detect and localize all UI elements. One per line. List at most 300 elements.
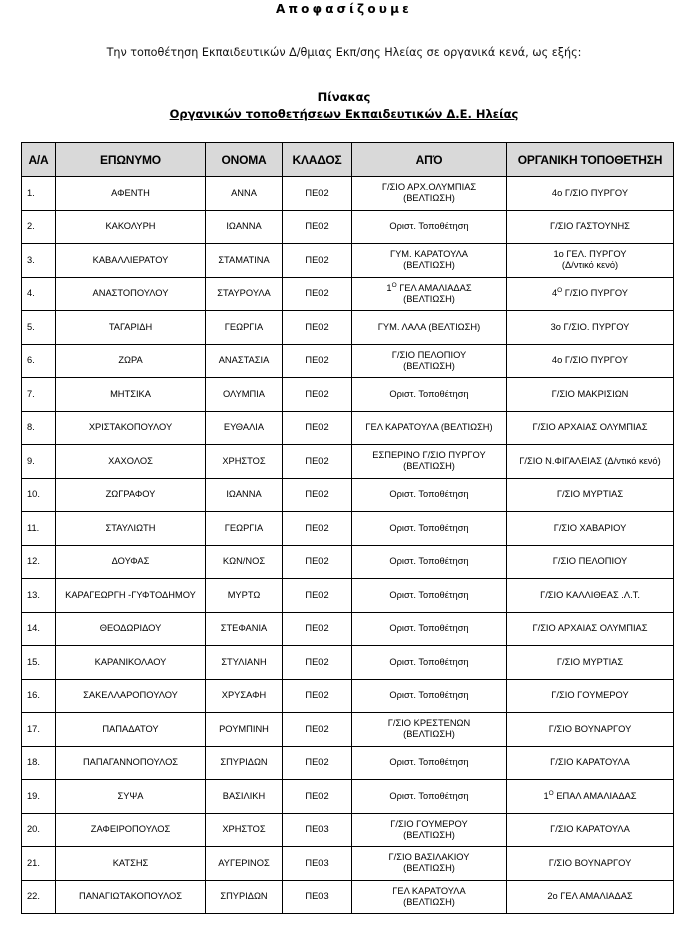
cell-branch — [283, 880, 352, 914]
surname-text: ΣΑΚΕΛΛΑΡΟΠΟΥΛΟΥ — [83, 690, 178, 701]
table-row — [22, 780, 674, 814]
from-line: (ΒΕΛΤΙΩΣΗ) — [403, 193, 455, 204]
cell-surname — [56, 478, 206, 512]
cell-name — [206, 210, 283, 244]
placement-line: Γ/ΣΙΟ ΜΥΡΤΙΑΣ — [556, 656, 624, 667]
from-line: Οριστ. Τοποθέτηση — [389, 388, 469, 399]
cell-branch — [283, 847, 352, 881]
name-text: ΣΤΑΜΑΤΙΝΑ — [218, 254, 270, 265]
cell-from — [352, 411, 507, 445]
cell-placement — [507, 411, 674, 445]
cell-aa — [22, 646, 56, 680]
table-row — [22, 344, 674, 378]
cell-surname — [56, 612, 206, 646]
name-text: ΕΥΘΑΛΙΑ — [223, 422, 265, 433]
cell-placement — [507, 177, 674, 211]
cell-placement — [507, 277, 674, 311]
surname-text: ΚΑΤΣΗΣ — [112, 857, 149, 868]
placement-line: (Δ/ντικό κενό) — [561, 260, 619, 271]
cell-surname — [56, 177, 206, 211]
cell-name — [206, 512, 283, 546]
from-line: Οριστ. Τοποθέτηση — [389, 690, 469, 701]
placement-line: Γ/ΣΙΟ ΚΑΛΛΙΘΕΑΣ .Λ.Τ. — [540, 589, 640, 600]
cell-name — [206, 244, 283, 278]
cell-from — [352, 612, 507, 646]
cell-branch — [283, 612, 352, 646]
ordinal-superscript: Ο — [548, 789, 554, 797]
cell-aa — [22, 746, 56, 780]
cell-name — [206, 813, 283, 847]
cell-aa — [22, 612, 56, 646]
table-row — [22, 411, 674, 445]
cell-aa — [22, 880, 56, 914]
cell-surname — [56, 679, 206, 713]
placement-num: 4 — [551, 288, 558, 299]
cell-from — [352, 311, 507, 345]
cell-placement — [507, 780, 674, 814]
placement-line: Γ/ΣΙΟ ΜΑΚΡΙΣΙΩΝ — [551, 388, 629, 399]
cell-branch — [283, 746, 352, 780]
cell-from — [352, 780, 507, 814]
from-line: (ΒΕΛΤΙΩΣΗ) — [403, 260, 455, 271]
cell-from — [352, 847, 507, 881]
table-row — [22, 880, 674, 914]
cell-from — [352, 545, 507, 579]
cell-aa — [22, 713, 56, 747]
cell-aa — [22, 210, 56, 244]
ordinal-superscript: Ο — [557, 287, 563, 295]
cell-surname — [56, 713, 206, 747]
cell-surname — [56, 545, 206, 579]
from-line: (ΒΕΛΤΙΩΣΗ) — [403, 461, 455, 472]
cell-branch — [283, 780, 352, 814]
from-line: (ΒΕΛΤΙΩΣΗ) — [403, 360, 455, 371]
branch-text: ΠΕ02 — [305, 723, 329, 734]
surname-text: ΑΝΑΣΤΟΠΟΥΛΟΥ — [92, 288, 169, 299]
placement-line: Γ/ΣΙΟ ΓΟΥΜΕΡΟΥ — [551, 690, 629, 701]
from-line: ΓΕΛ ΚΑΡΑΤΟΥΛΑ (ΒΕΛΤΙΩΣΗ) — [365, 422, 493, 433]
cell-aa — [22, 244, 56, 278]
from-line: Οριστ. Τοποθέτηση — [389, 623, 469, 634]
cell-branch — [283, 646, 352, 680]
placement-rest: Γ/ΣΙΟ ΠΥΡΓΟΥ — [562, 288, 629, 299]
cell-aa — [22, 847, 56, 881]
table-subtitle-text: Οργανικών τοποθετήσεων Εκπαιδευτικών Δ.Ε. Ηλείας — [169, 107, 519, 121]
cell-from — [352, 679, 507, 713]
table-row — [22, 177, 674, 211]
cell-placement — [507, 579, 674, 613]
table-row — [22, 478, 674, 512]
table-row — [22, 545, 674, 579]
branch-text: ΠΕ02 — [305, 254, 329, 265]
placement-line: 1ο ΓΕΛ. ΠΥΡΓΟΥ — [553, 249, 627, 260]
cell-placement — [507, 311, 674, 345]
cell-surname — [56, 411, 206, 445]
name-text: ΣΤΥΛΙΑΝΗ — [221, 656, 267, 667]
placement-line: Γ/ΣΙΟ ΑΡΧΑΙΑΣ ΟΛΥΜΠΙΑΣ — [532, 422, 648, 433]
surname-text: ΣΥΨΑ — [117, 790, 144, 801]
table-row — [22, 311, 674, 345]
cell-name — [206, 177, 283, 211]
branch-text: ΠΕ02 — [305, 288, 329, 299]
name-text: ΣΤΑΥΡΟΥΛΑ — [217, 288, 271, 299]
cell-surname — [56, 880, 206, 914]
aa-text: 10. — [27, 489, 40, 500]
from-line: Οριστ. Τοποθέτηση — [389, 522, 469, 533]
from-line: (ΒΕΛΤΙΩΣΗ) — [403, 729, 455, 740]
cell-branch — [283, 311, 352, 345]
cell-aa — [22, 177, 56, 211]
cell-name — [206, 780, 283, 814]
placement-num: 1 — [543, 790, 549, 801]
cell-branch — [283, 478, 352, 512]
cell-branch — [283, 679, 352, 713]
placement-line: Γ/ΣΙΟ ΒΟΥΝΑΡΓΟΥ — [548, 723, 632, 734]
cell-surname — [56, 780, 206, 814]
cell-placement — [507, 679, 674, 713]
name-text: ΓΕΩΡΓΙΑ — [224, 321, 264, 332]
aa-text: 13. — [27, 589, 40, 600]
branch-text: ΠΕ02 — [305, 623, 329, 634]
branch-text: ΠΕ02 — [305, 656, 329, 667]
cell-from — [352, 445, 507, 479]
cell-placement — [507, 344, 674, 378]
cell-surname — [56, 512, 206, 546]
cell-from — [352, 478, 507, 512]
placement-line: 3ο Γ/ΣΙΟ. ΠΥΡΓΟΥ — [550, 321, 630, 332]
aa-text: 15. — [27, 656, 40, 667]
placement-line: Γ/ΣΙΟ ΑΡΧΑΙΑΣ ΟΛΥΜΠΙΑΣ — [532, 623, 648, 634]
cell-aa — [22, 780, 56, 814]
placement-line: 2ο ΓΕΛ ΑΜΑΛΙΑΔΑΣ — [547, 891, 633, 902]
cell-placement — [507, 713, 674, 747]
branch-text: ΠΕ02 — [305, 522, 329, 533]
aa-text: 14. — [27, 623, 40, 634]
cell-name — [206, 344, 283, 378]
table-row — [22, 579, 674, 613]
from-line: ΓΥΜ. ΛΑΛΑ (ΒΕΛΤΙΩΣΗ) — [377, 321, 481, 332]
cell-surname — [56, 277, 206, 311]
cell-aa — [22, 679, 56, 713]
name-text: ΧΡΗΣΤΟΣ — [222, 455, 266, 466]
surname-text: ΚΑΚΟΛΥΡΗ — [105, 221, 156, 232]
table-subtitle — [0, 107, 688, 121]
aa-text: 4. — [27, 288, 35, 299]
table-row — [22, 210, 674, 244]
from-line: (ΒΕΛΤΙΩΣΗ) — [403, 863, 455, 874]
cell-placement — [507, 244, 674, 278]
aa-text: 9. — [27, 455, 35, 466]
placement-line: Γ/ΣΙΟ ΧΑΒΑΡΙΟΥ — [553, 522, 627, 533]
placement-line: Γ/ΣΙΟ ΓΑΣΤΟΥΝΗΣ — [550, 221, 630, 232]
placement-rest: ΕΠΑΛ ΑΜΑΛΙΑΔΑΣ — [553, 790, 637, 801]
from-line: (ΒΕΛΤΙΩΣΗ) — [403, 896, 455, 907]
cell-branch — [283, 244, 352, 278]
aa-text: 16. — [27, 690, 40, 701]
surname-text: ΜΗΤΣΙΚΑ — [110, 388, 151, 399]
table-row — [22, 445, 674, 479]
surname-text: ΘΕΟΔΩΡΙΔΟΥ — [99, 623, 162, 634]
branch-text: ΠΕ02 — [305, 187, 329, 198]
aa-text: 8. — [27, 422, 35, 433]
name-text: ΙΩΑΝΝΑ — [226, 221, 262, 232]
table-row — [22, 847, 674, 881]
branch-text: ΠΕ02 — [305, 455, 329, 466]
cell-aa — [22, 478, 56, 512]
cell-from — [352, 813, 507, 847]
cell-aa — [22, 545, 56, 579]
placement-line: Γ/ΣΙΟ ΠΕΛΟΠΙΟΥ — [552, 556, 628, 567]
cell-branch — [283, 579, 352, 613]
placement-line: 4ο Γ/ΣΙΟ ΠΥΡΓΟΥ — [551, 355, 629, 366]
table-title: Πίνακας — [317, 90, 371, 104]
from-line: ΓΥΜ. ΚΑΡΑΤΟΥΛΑ — [389, 249, 469, 260]
cell-branch — [283, 713, 352, 747]
cell-branch — [283, 210, 352, 244]
cell-placement — [507, 210, 674, 244]
cell-aa — [22, 311, 56, 345]
table-row — [22, 746, 674, 780]
surname-text: ΚΑΒΑΛΛΙΕΡΑΤΟΥ — [92, 254, 169, 265]
aa-text: 6. — [27, 355, 35, 366]
surname-text: ΠΑΠΑΔΑΤΟΥ — [102, 723, 159, 734]
from-line: Οριστ. Τοποθέτηση — [389, 489, 469, 500]
surname-text: ΠΑΝΑΓΙΩΤΑΚΟΠΟΥΛΟΣ — [79, 891, 182, 902]
placement-line: Γ/ΣΙΟ Ν.ΦΙΓΑΛΕΙΑΣ (Δ/ντικό κενό) — [519, 455, 661, 466]
header-surname: ΕΠΩΝΥΜΟ — [56, 143, 206, 177]
placement-line: Γ/ΣΙΟ ΚΑΡΑΤΟΥΛΑ — [550, 824, 630, 835]
from-line: Οριστ. Τοποθέτηση — [389, 589, 469, 600]
cell-branch — [283, 344, 352, 378]
cell-name — [206, 478, 283, 512]
from-line: Οριστ. Τοποθέτηση — [389, 757, 469, 768]
surname-text: ΚΑΡΑΓΕΩΡΓΗ -ΓΥΦΤΟΔΗΜΟΥ — [65, 589, 196, 600]
cell-name — [206, 880, 283, 914]
cell-placement — [507, 612, 674, 646]
aa-text: 1. — [27, 187, 35, 198]
branch-text: ΠΕ02 — [305, 556, 329, 567]
from-line: ΕΣΠΕΡΙΝΟ Γ/ΣΙΟ ΠΥΡΓΟΥ — [372, 450, 486, 461]
cell-placement — [507, 880, 674, 914]
aa-text: 20. — [27, 824, 40, 835]
table-row — [22, 244, 674, 278]
table-row — [22, 277, 674, 311]
from-line: Οριστ. Τοποθέτηση — [389, 790, 469, 801]
name-text: ΟΛΥΜΠΙΑ — [222, 388, 266, 399]
header-placement: ΟΡΓΑΝΙΚΗ ΤΟΠΟΘΕΤΗΣΗ — [507, 143, 674, 177]
name-text: ΚΩΝ/ΝΟΣ — [222, 556, 266, 567]
aa-text: 21. — [27, 857, 40, 868]
aa-text: 17. — [27, 723, 40, 734]
cell-branch — [283, 512, 352, 546]
name-text: ΙΩΑΝΝΑ — [226, 489, 262, 500]
table-row — [22, 813, 674, 847]
header-branch: ΚΛΑΔΟΣ — [283, 143, 352, 177]
cell-name — [206, 378, 283, 412]
cell-surname — [56, 646, 206, 680]
cell-from — [352, 880, 507, 914]
name-text: ΒΑΣΙΛΙΚΗ — [222, 790, 266, 801]
from-line: Οριστ. Τοποθέτηση — [389, 556, 469, 567]
aa-text: 7. — [27, 388, 35, 399]
branch-text: ΠΕ02 — [305, 489, 329, 500]
from-line: Γ/ΣΙΟ ΒΑΣΙΛΑΚΙΟΥ — [388, 852, 470, 863]
cell-surname — [56, 813, 206, 847]
name-text: ΜΥΡΤΩ — [227, 589, 261, 600]
ordinal-superscript: Ο — [391, 281, 397, 289]
cell-name — [206, 411, 283, 445]
cell-branch — [283, 177, 352, 211]
from-line: (ΒΕΛΤΙΩΣΗ) — [403, 829, 455, 840]
cell-aa — [22, 445, 56, 479]
from-line: Γ/ΣΙΟ ΑΡΧ.ΟΛΥΜΠΙΑΣ — [381, 182, 477, 193]
surname-text: ΤΑΓΑΡΙΔΗ — [108, 321, 153, 332]
aa-text: 3. — [27, 254, 35, 265]
table-row — [22, 679, 674, 713]
placement-line: Γ/ΣΙΟ ΚΑΡΑΤΟΥΛΑ — [550, 757, 630, 768]
cell-from — [352, 378, 507, 412]
cell-aa — [22, 512, 56, 546]
table-header-row — [22, 143, 674, 177]
name-text: ΡΟΥΜΠΙΝΗ — [219, 723, 269, 734]
placement-line: Γ/ΣΙΟ ΜΥΡΤΙΑΣ — [556, 489, 624, 500]
aa-text: 5. — [27, 321, 35, 332]
from-line: Γ/ΣΙΟ ΠΕΛΟΠΙΟΥ — [391, 349, 467, 360]
cell-placement — [507, 646, 674, 680]
cell-surname — [56, 311, 206, 345]
table-row — [22, 378, 674, 412]
surname-text: ΑΦΕΝΤΗ — [111, 187, 150, 198]
surname-text: ΠΑΠΑΓΑΝΝΟΠΟΥΛΟΣ — [82, 757, 179, 768]
cell-from — [352, 646, 507, 680]
surname-text: ΔΟΥΦΑΣ — [111, 556, 150, 567]
table-row — [22, 512, 674, 546]
surname-text: ΣΤΑΥΛΙΩΤΗ — [105, 522, 156, 533]
branch-text: ΠΕ03 — [305, 891, 329, 902]
from-rest: ΓΕΛ ΑΜΑΛΙΑΔΑΣ — [396, 282, 472, 293]
cell-from — [352, 713, 507, 747]
aa-text: 12. — [27, 556, 40, 567]
intro-text: Την τοποθέτηση Εκπαιδευτικών Δ/θμιας Εκπ/σης Ηλείας σε οργανικά κενά, ως εξής: — [106, 46, 582, 59]
placements-table — [21, 142, 674, 914]
branch-text: ΠΕ02 — [305, 422, 329, 433]
cell-name — [206, 847, 283, 881]
cell-placement — [507, 746, 674, 780]
cell-aa — [22, 813, 56, 847]
cell-from — [352, 210, 507, 244]
cell-aa — [22, 344, 56, 378]
branch-text: ΠΕ03 — [305, 857, 329, 868]
cell-placement — [507, 445, 674, 479]
cell-aa — [22, 579, 56, 613]
header-from: ΑΠΌ — [352, 143, 507, 177]
aa-text: 18. — [27, 757, 40, 768]
name-text: ΣΠΥΡΙΔΩΝ — [220, 757, 268, 768]
table-row — [22, 612, 674, 646]
cell-name — [206, 277, 283, 311]
cell-placement — [507, 545, 674, 579]
branch-text: ΠΕ02 — [305, 757, 329, 768]
cell-branch — [283, 378, 352, 412]
branch-text: ΠΕ02 — [305, 221, 329, 232]
cell-aa — [22, 378, 56, 412]
aa-text: 11. — [27, 522, 40, 533]
cell-placement — [507, 813, 674, 847]
surname-text: ΚΑΡΑΝΙΚΟΛΑΟΥ — [94, 656, 167, 667]
cell-name — [206, 311, 283, 345]
cell-from — [352, 177, 507, 211]
cell-branch — [283, 445, 352, 479]
from-line: Οριστ. Τοποθέτηση — [389, 221, 469, 232]
decision-title: Αποφασίζουμε — [275, 2, 413, 16]
from-num: 1 — [386, 282, 392, 293]
cell-surname — [56, 445, 206, 479]
branch-text: ΠΕ02 — [305, 790, 329, 801]
cell-from — [352, 277, 507, 311]
cell-name — [206, 746, 283, 780]
branch-text: ΠΕ02 — [305, 589, 329, 600]
name-text: ΑΝΝΑ — [231, 187, 257, 198]
table-row — [22, 713, 674, 747]
cell-from — [352, 344, 507, 378]
placement-line: 4ο Γ/ΣΙΟ ΠΥΡΓΟΥ — [551, 187, 629, 198]
name-text: ΧΡΥΣΑΦΗ — [221, 690, 267, 701]
surname-text: ΖΩΓΡΑΦΟΥ — [105, 489, 156, 500]
surname-text: ΧΡΙΣΤΑΚΟΠΟΥΛΟΥ — [88, 422, 173, 433]
cell-branch — [283, 813, 352, 847]
cell-surname — [56, 344, 206, 378]
cell-placement — [507, 847, 674, 881]
name-text: ΑΥΓΕΡΙΝΟΣ — [218, 857, 270, 868]
table-body — [22, 177, 674, 914]
table-row — [22, 646, 674, 680]
header-aa: Α/Α — [22, 143, 56, 177]
cell-from — [352, 244, 507, 278]
cell-branch — [283, 277, 352, 311]
branch-text: ΠΕ02 — [305, 355, 329, 366]
cell-branch — [283, 411, 352, 445]
cell-placement — [507, 378, 674, 412]
cell-name — [206, 579, 283, 613]
cell-name — [206, 612, 283, 646]
cell-from — [352, 579, 507, 613]
aa-text: 19. — [27, 790, 40, 801]
branch-text: ΠΕ02 — [305, 690, 329, 701]
cell-name — [206, 646, 283, 680]
surname-text: ΧΑΧΟΛΟΣ — [108, 455, 153, 466]
aa-text: 22. — [27, 891, 40, 902]
branch-text: ΠΕ02 — [305, 388, 329, 399]
cell-name — [206, 679, 283, 713]
surname-text: ΖΩΡΑ — [118, 355, 143, 366]
cell-aa — [22, 277, 56, 311]
cell-from — [352, 512, 507, 546]
cell-surname — [56, 378, 206, 412]
name-text: ΧΡΗΣΤΟΣ — [222, 824, 266, 835]
cell-placement — [507, 478, 674, 512]
cell-branch — [283, 545, 352, 579]
cell-placement — [507, 512, 674, 546]
cell-surname — [56, 210, 206, 244]
aa-text: 2. — [27, 221, 35, 232]
cell-surname — [56, 244, 206, 278]
cell-surname — [56, 746, 206, 780]
placement-line: Γ/ΣΙΟ ΒΟΥΝΑΡΓΟΥ — [548, 857, 632, 868]
from-line: Γ/ΣΙΟ ΓΟΥΜΕΡΟΥ — [390, 818, 468, 829]
cell-aa — [22, 411, 56, 445]
name-text: ΑΝΑΣΤΑΣΙΑ — [218, 355, 270, 366]
cell-name — [206, 445, 283, 479]
